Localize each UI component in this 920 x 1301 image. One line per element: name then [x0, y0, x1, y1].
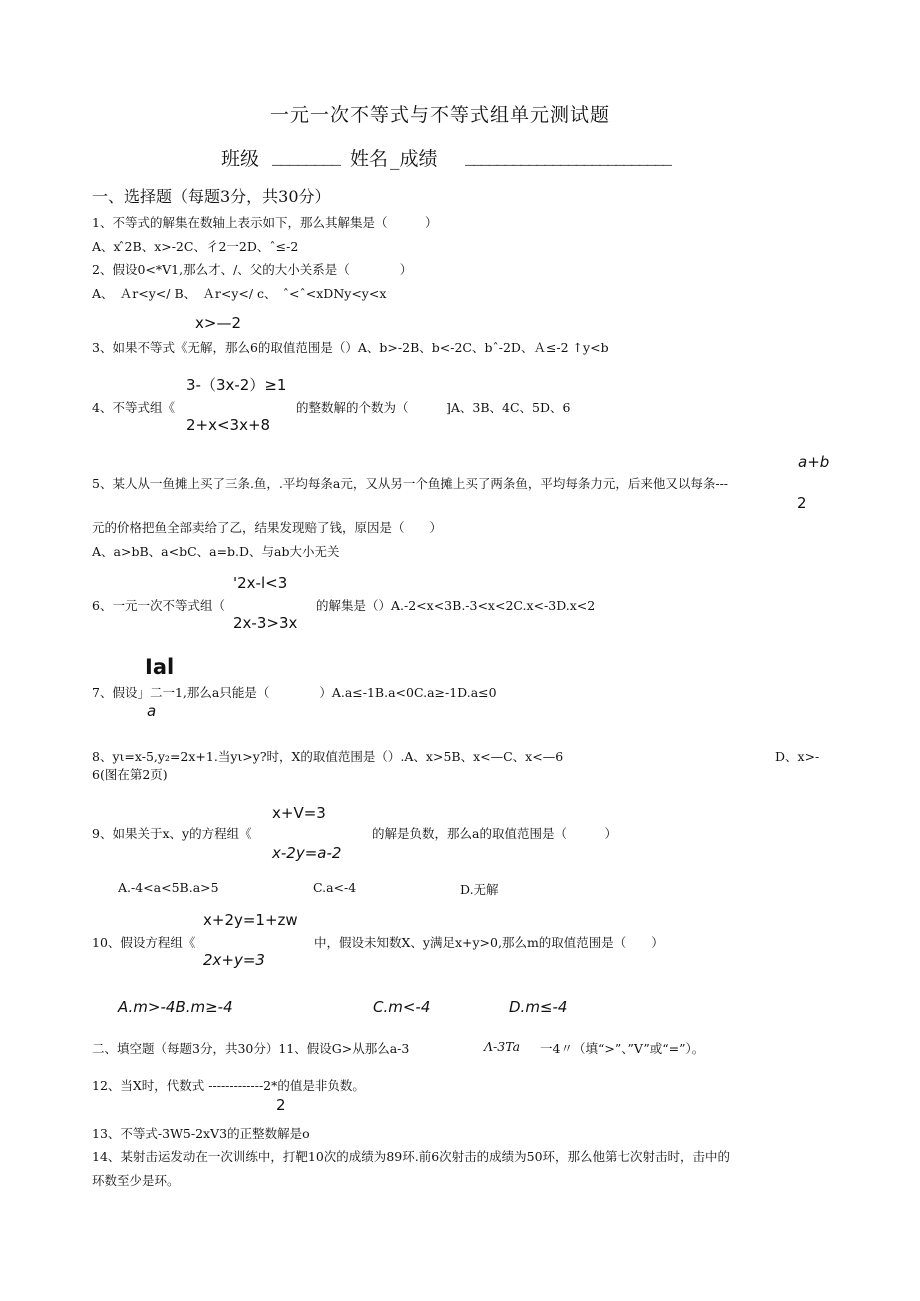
question-9-system-bottom: x-2y=a-2 — [272, 844, 342, 862]
question-9-option-c: C.a<-4 — [313, 880, 357, 895]
name-label: 姓名 — [350, 148, 389, 170]
question-9-system-top: x+V=3 — [272, 804, 326, 822]
class-label: 班级 — [221, 148, 260, 170]
question-2: 2、假设0<*V1,那么才、/、父的大小关系是（ ） — [92, 262, 413, 277]
question-10-option-c: C.m<-4 — [373, 998, 431, 1016]
question-4-system-top: 3-（3x-2）≥1 — [186, 376, 287, 394]
question-10: 10、假设方程组《 — [92, 935, 196, 950]
question-7: 7、假设」二一1,那么a只能是（ ）A.a≤-1B.a<0C.a≥-1D.a≤0 — [92, 685, 497, 700]
question-6: 6、一元一次不等式组（ — [92, 598, 225, 613]
question-8: 8、yι=x-5,y₂=2x+1.当yι>y?时，X的取值范围是（）.A、x>5B、x<—C、x<—6 — [92, 749, 564, 764]
question-9-tail: 的解是负数，那么a的取值范围是（ ） — [372, 826, 617, 841]
section-choice-heading: 一、选择题（每题3分，共30分） — [92, 187, 331, 206]
question-8-line-2: 6(图在第2页) — [92, 767, 168, 782]
score-label: _成绩 — [390, 148, 438, 170]
question-10-option-ab: A.m>-4B.m≥-4 — [118, 998, 233, 1016]
question-10-system-bottom: 2x+y=3 — [203, 951, 265, 969]
question-14-line-2: 环数至少是环。 — [92, 1173, 180, 1188]
question-3: 3、如果不等式《无解，那么6的取值范围是（）A、b>-2B、b<-2C、bˆ-2D、Ａ≤-2 ↑y<b — [92, 340, 609, 355]
question-11-tail: 一4〃（填“>”、”V”或“=”）。 — [540, 1041, 705, 1056]
question-7-absolute-value: Ial — [145, 655, 175, 679]
question-6-system-top: '2x-l<3 — [233, 574, 288, 592]
score-blank: __________________________ — [465, 144, 671, 166]
page-title: 一元一次不等式与不等式组单元测试题 — [270, 104, 611, 126]
question-4-tail: 的整数解的个数为（ ]A、3B、4C、5D、6 — [296, 400, 571, 415]
question-5-line-2: 元的价格把鱼全部卖给了乙，结果发现赔了钱，原因是（ ） — [92, 520, 443, 535]
question-5-options: A、a>bB、a<bC、a=b.D、与ab大小无关 — [92, 544, 340, 559]
question-10-option-d: D.m≤-4 — [509, 998, 568, 1016]
question-11-expression: Λ-3Ta — [484, 1039, 521, 1054]
class-blank: ________ — [272, 144, 340, 166]
question-5-fraction-top: a+b — [798, 453, 830, 471]
question-12: 12、当X时，代数式 -------------2*的值是非负数。 — [92, 1078, 365, 1093]
question-1-options: A、x ̂2B、x>-2C、彳2一2D、ˆ≤-2 — [92, 239, 299, 254]
question-9-option-d: D.无解 — [460, 882, 499, 897]
question-4: 4、不等式组《 — [92, 400, 175, 415]
question-7-denominator: a — [147, 702, 157, 720]
question-12-denominator: 2 — [276, 1096, 286, 1114]
question-3-system-top: x>—2 — [195, 314, 241, 332]
question-5-fraction-bottom: 2 — [797, 494, 807, 512]
question-4-system-bottom: 2+x<3x+8 — [186, 416, 271, 434]
question-9-option-ab: A.-4<a<5B.a>5 — [118, 880, 219, 895]
question-6-system-bottom: 2x-3>3x — [233, 614, 298, 632]
section-fill-heading: 二、填空题（每题3分，共30分）11、假设G>从那么a-3 — [92, 1041, 410, 1056]
question-10-system-top: x+2y=1+zw — [203, 911, 298, 929]
question-14: 14、某射击运发动在一次训练中，打靶10次的成绩为89环.前6次射击的成绩为50环，那么他第七次射击时，击中的 — [92, 1149, 731, 1164]
question-13: 13、不等式-3W5-2xV3的正整数解是o — [92, 1126, 310, 1141]
question-1: 1、不等式的解集在数轴上表示如下，那么其解集是（ ） — [92, 215, 438, 230]
question-8-option-d: D、x>- — [775, 749, 820, 764]
question-10-tail: 中，假设未知数X、y满足x+y>0,那么m的取值范围是（ ） — [314, 935, 664, 950]
question-5: 5、某人从一鱼摊上买了三条.鱼，.平均每条a元，又从另一个鱼摊上买了两条鱼，平均每条力元，后来他又以每条--- — [92, 476, 729, 491]
question-6-tail: 的解集是（）A.-2<x<3B.-3<x<2C.x<-3D.x<2 — [316, 598, 596, 613]
question-9: 9、如果关于x、y的方程组《 — [92, 826, 252, 841]
question-2-options: A、 Ａr<y</ B、 Ａr<y</ c、 ˆ<ˆ<xDNy<y<x — [92, 286, 387, 301]
